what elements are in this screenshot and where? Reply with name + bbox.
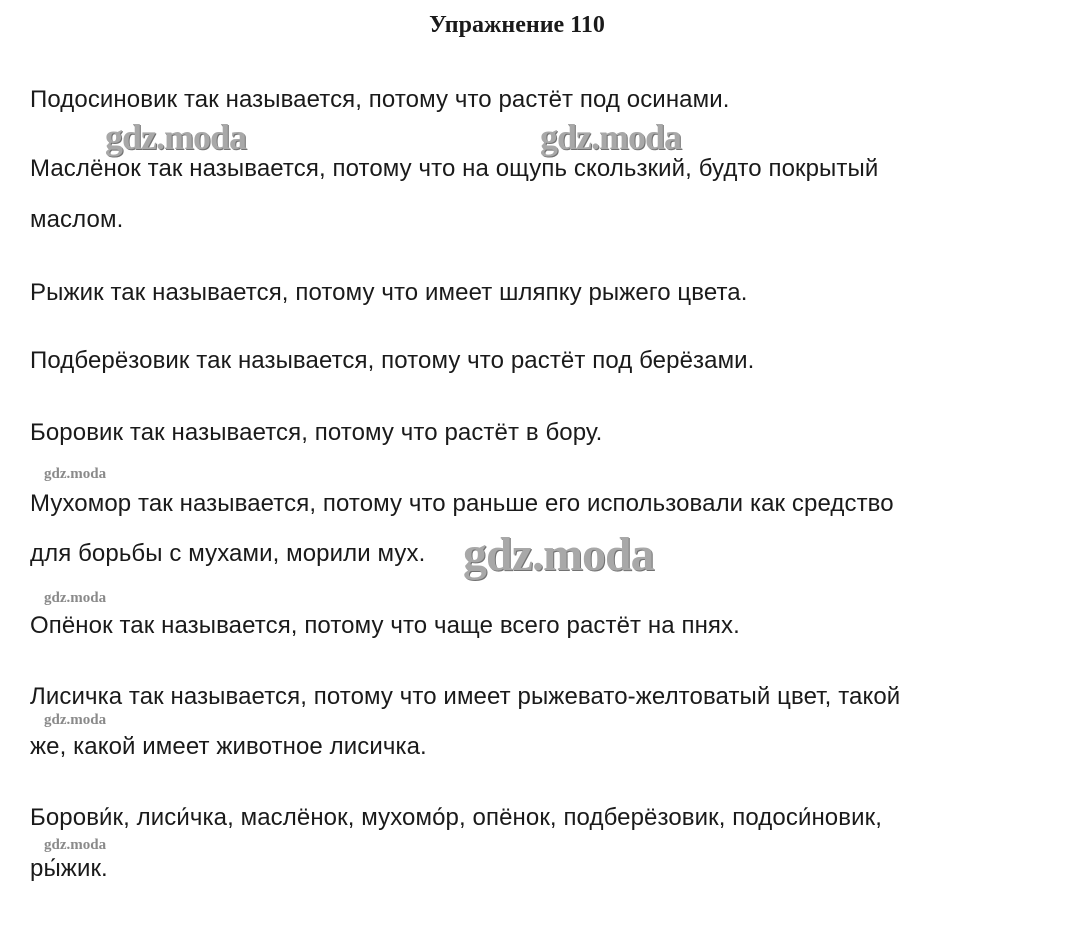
text-line-8: для борьбы с мухами, морили мух.: [30, 540, 426, 567]
watermark-small: gdz.moda: [44, 466, 107, 482]
text-line-11: же, какой имеет животное лисичка.: [30, 733, 427, 760]
watermark: gdz.moda: [463, 528, 654, 581]
watermark-small: gdz.moda: [44, 712, 107, 728]
text-line-6: Боровик так называется, потому что растёт в бору.: [30, 419, 603, 446]
text-line-2: Маслёнок так называется, потому что на ощупь скользкий, будто покрытый: [30, 155, 879, 182]
watermark-small: gdz.moda: [44, 590, 107, 606]
text-line-4: Рыжик так называется, потому что имеет шляпку рыжего цвета.: [30, 279, 748, 306]
text-line-12: Борови́к, лиси́чка, маслёнок, мухомо́р, опёнок, подберёзовик, подоси́новик,: [30, 804, 882, 831]
text-line-13: ры́жик.: [30, 855, 108, 882]
watermark: gdz.moda: [540, 117, 682, 157]
exercise-title: Упражнение 110: [429, 12, 605, 38]
text-line-7: Мухомор так называется, потому что раньше его использовали как средство: [30, 490, 894, 517]
text-line-3: маслом.: [30, 206, 124, 233]
text-line-1: Подосиновик так называется, потому что растёт под осинами.: [30, 86, 730, 113]
watermark: gdz.moda: [105, 117, 247, 157]
text-line-10: Лисичка так называется, потому что имеет рыжевато-желтоватый цвет, такой: [30, 683, 901, 710]
text-line-5: Подберёзовик так называется, потому что растёт под берёзами.: [30, 347, 755, 374]
watermark-small: gdz.moda: [44, 837, 107, 853]
text-line-9: Опёнок так называется, потому что чаще всего растёт на пнях.: [30, 612, 740, 639]
